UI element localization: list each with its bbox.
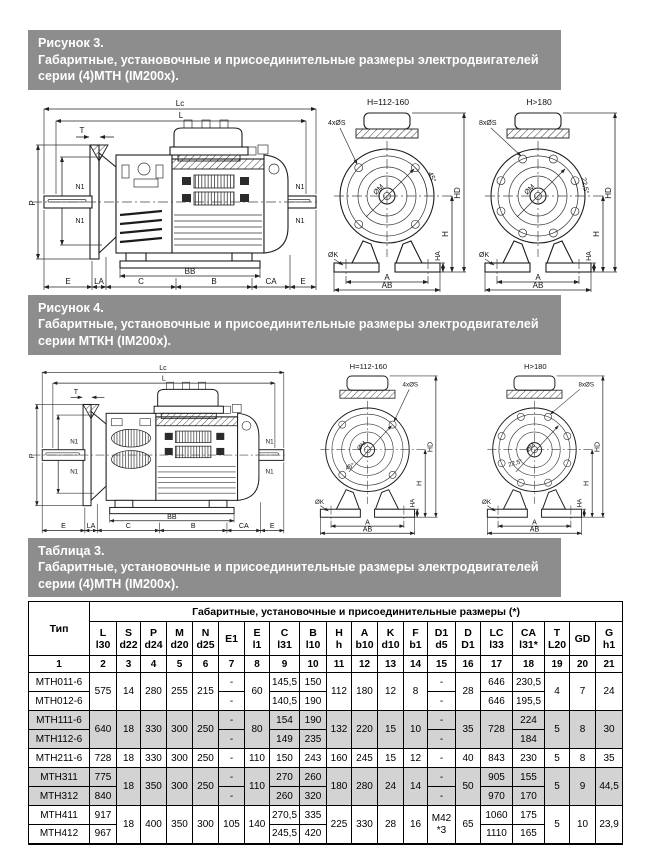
cell-LC: 1110 xyxy=(481,825,513,844)
angle-label: 45° xyxy=(426,170,437,184)
cell-LC: 646 xyxy=(481,692,513,711)
cell-B: 320 xyxy=(300,787,327,806)
cell-E1: - xyxy=(219,711,245,730)
dim-label-a: A xyxy=(532,517,537,526)
bolt-callout: 8xØS xyxy=(479,119,497,127)
dim-label-l: L xyxy=(161,374,166,383)
col-header-span: Габаритные, установочные и присоединительные размеры (*) xyxy=(90,602,623,622)
cell-S: 18 xyxy=(117,749,141,768)
cell-LC: 646 xyxy=(481,673,513,692)
figure3-caption-title: Рисунок 3. xyxy=(38,36,104,50)
col-header: F b1 xyxy=(404,622,428,656)
type-cell: МТН312 xyxy=(29,787,90,806)
figure3-caption-line2: Габаритные, установочные и присоединительные размеры электродвигателей xyxy=(38,52,539,67)
col-header: D D1 xyxy=(456,622,481,656)
dim-label-t: T xyxy=(73,387,79,396)
type-cell: МТН411 xyxy=(29,806,90,825)
dim-label-k: ØK xyxy=(314,498,324,506)
cell-S: 18 xyxy=(117,806,141,844)
table3-caption xyxy=(28,538,561,598)
col-number: 7 xyxy=(219,656,245,673)
cell-L: 728 xyxy=(90,749,117,768)
col-number: 17 xyxy=(481,656,513,673)
col-header: GD xyxy=(570,622,596,656)
cell-LC: 970 xyxy=(481,787,513,806)
col-number: 4 xyxy=(141,656,167,673)
cell-A: 330 xyxy=(352,806,378,844)
cell-F: 14 xyxy=(404,768,428,806)
cell-E: 110 xyxy=(245,749,270,768)
dim-label-ab: AB xyxy=(381,280,393,290)
col-number: 5 xyxy=(167,656,193,673)
dim-label-ha: HA xyxy=(409,498,417,507)
cell-S: 18 xyxy=(117,768,141,806)
dim-label-a: A xyxy=(364,517,370,526)
dim-label-p: P xyxy=(28,200,37,206)
motor-front-view-large xyxy=(477,95,625,292)
cell-G: 23,9 xyxy=(596,806,623,844)
cell-G: 35 xyxy=(596,749,623,768)
dim-label-n1: N1 xyxy=(265,468,274,476)
cell-D1: - xyxy=(428,730,456,749)
cell-T: 5 xyxy=(545,711,570,749)
dim-label-e: E xyxy=(300,276,306,286)
dim-label-hd: HD xyxy=(604,187,613,199)
type-cell: МТН011-6 xyxy=(29,673,90,692)
cell-G: 44,5 xyxy=(596,768,623,806)
cell-C: 270,5 xyxy=(270,806,300,825)
col-header: CA l31* xyxy=(513,622,545,656)
cell-LC: 728 xyxy=(481,711,513,749)
cell-E1: 105 xyxy=(219,806,245,844)
cell-K: 15 xyxy=(378,711,404,749)
cell-P: 330 xyxy=(141,749,167,768)
cell-N: 215 xyxy=(193,673,219,711)
cell-C: 154 xyxy=(270,711,300,730)
cell-E1: - xyxy=(219,673,245,692)
frame-caption: H=112-160 xyxy=(366,96,410,107)
col-header: T L20 xyxy=(545,622,570,656)
cell-L: 640 xyxy=(90,711,117,749)
col-number: 9 xyxy=(270,656,300,673)
cell-GD: 9 xyxy=(570,768,596,806)
col-number: 21 xyxy=(596,656,623,673)
cell-T: 4 xyxy=(545,673,570,711)
cell-CA: 175 xyxy=(513,806,545,825)
dim-label-n1: N1 xyxy=(70,468,79,476)
dim-label-h: H xyxy=(415,480,424,486)
dim-label-m: ØM xyxy=(355,439,368,452)
dim-label-n1: N1 xyxy=(265,438,274,446)
cell-P: 400 xyxy=(141,806,167,844)
cell-K: 12 xyxy=(378,673,404,711)
cell-A: 180 xyxy=(352,673,378,711)
cell-M: 300 xyxy=(167,768,193,806)
dim-label-t: T xyxy=(79,125,85,135)
cell-F: 16 xyxy=(404,806,428,844)
cell-GD: 7 xyxy=(570,673,596,711)
col-number: 6 xyxy=(193,656,219,673)
cell-N: 250 xyxy=(193,749,219,768)
col-header: D1 d5 xyxy=(428,622,456,656)
figure4-caption-line2: Габаритные, установочные и присоединительные размеры электродвигателей xyxy=(38,317,539,332)
col-header: C l31 xyxy=(270,622,300,656)
dim-label-ca: CA xyxy=(238,521,249,530)
frame-caption: H>180 xyxy=(523,361,547,371)
cell-D1: М42 *3 xyxy=(428,806,456,844)
cell-D1: - xyxy=(428,673,456,692)
angle-label: 45° xyxy=(343,461,356,472)
col-header: E l1 xyxy=(245,622,270,656)
dim-label-l: L xyxy=(178,110,184,120)
col-number: 3 xyxy=(117,656,141,673)
dim-label-hd: HD xyxy=(453,187,462,199)
cell-D: 50 xyxy=(456,768,481,806)
cell-E1: - xyxy=(219,749,245,768)
cell-H: 132 xyxy=(327,711,352,749)
col-header: H h xyxy=(327,622,352,656)
dim-label-lc: Lc xyxy=(159,363,167,372)
cell-LC: 905 xyxy=(481,768,513,787)
col-header: L l30 xyxy=(90,622,117,656)
cell-B: 190 xyxy=(300,711,327,730)
cell-C: 140,5 xyxy=(270,692,300,711)
frame-caption: H=112-160 xyxy=(349,361,387,371)
cell-E: 80 xyxy=(245,711,270,749)
dim-label-h: H xyxy=(441,230,450,237)
dim-label-b: B xyxy=(211,276,217,286)
cell-L: 575 xyxy=(90,673,117,711)
bolt-callout: 4xØS xyxy=(328,119,346,127)
col-number: 13 xyxy=(378,656,404,673)
cell-E: 110 xyxy=(245,768,270,806)
cell-F: 12 xyxy=(404,749,428,768)
angle-label: 22,5° xyxy=(507,457,524,469)
table3-caption-title: Таблица 3. xyxy=(38,543,105,558)
dim-label-ab: AB xyxy=(532,280,544,290)
col-header: LC l33 xyxy=(481,622,513,656)
cell-L: 967 xyxy=(90,825,117,844)
dim-label-a: A xyxy=(384,272,390,282)
col-number: 12 xyxy=(352,656,378,673)
cell-M: 300 xyxy=(167,749,193,768)
cell-B: 243 xyxy=(300,749,327,768)
col-number: 8 xyxy=(245,656,270,673)
cell-E: 140 xyxy=(245,806,270,844)
dim-label-k: ØK xyxy=(482,498,492,506)
cell-S: 14 xyxy=(117,673,141,711)
cell-D: 35 xyxy=(456,711,481,749)
cell-B: 150 xyxy=(300,673,327,692)
cell-C: 260 xyxy=(270,787,300,806)
cell-D1: - xyxy=(428,711,456,730)
cell-D1: - xyxy=(428,749,456,768)
col-number: 15 xyxy=(428,656,456,673)
cell-K: 24 xyxy=(378,768,404,806)
dim-label-h: H xyxy=(582,480,591,486)
dim-label-m: ØM xyxy=(372,183,386,197)
cell-T: 5 xyxy=(545,806,570,844)
dim-label-c: C xyxy=(125,521,131,530)
cell-H: 160 xyxy=(327,749,352,768)
dim-label-bb: BB xyxy=(167,512,177,521)
col-number: 19 xyxy=(545,656,570,673)
figure4-caption-line3: серии МТКН (IM200x). xyxy=(38,334,172,349)
dim-label-ha: HA xyxy=(586,250,593,261)
figure3-drawings xyxy=(28,90,625,295)
cell-B: 235 xyxy=(300,730,327,749)
cell-CA: 195,5 xyxy=(513,692,545,711)
figure4-caption xyxy=(28,295,561,355)
col-number: 18 xyxy=(513,656,545,673)
dim-label-e: E xyxy=(65,276,71,286)
cell-B: 190 xyxy=(300,692,327,711)
dim-label-n1: N1 xyxy=(75,183,85,191)
cell-M: 350 xyxy=(167,806,193,844)
cell-H: 225 xyxy=(327,806,352,844)
dim-label-la: LA xyxy=(86,521,96,530)
cell-N: 300 xyxy=(193,806,219,844)
cell-CA: 155 xyxy=(513,768,545,787)
dim-label-ab: AB xyxy=(362,525,372,534)
cell-C: 270 xyxy=(270,768,300,787)
cell-CA: 224 xyxy=(513,711,545,730)
cell-F: 8 xyxy=(404,673,428,711)
col-header: P d24 xyxy=(141,622,167,656)
col-header: G h1 xyxy=(596,622,623,656)
cell-B: 260 xyxy=(300,768,327,787)
cell-CA: 170 xyxy=(513,787,545,806)
angle-label: 22,5° xyxy=(579,176,590,195)
cell-K: 15 xyxy=(378,749,404,768)
cell-A: 245 xyxy=(352,749,378,768)
col-number: 10 xyxy=(300,656,327,673)
frame-caption: H>180 xyxy=(526,96,552,107)
cell-D1: - xyxy=(428,692,456,711)
cell-N: 250 xyxy=(193,768,219,806)
dim-label-b: B xyxy=(190,521,196,530)
dim-label-e: E xyxy=(61,521,66,530)
cell-L: 840 xyxy=(90,787,117,806)
col-header: K d10 xyxy=(378,622,404,656)
cell-D: 40 xyxy=(456,749,481,768)
col-number: 11 xyxy=(327,656,352,673)
cell-N: 250 xyxy=(193,711,219,749)
cell-CA: 230 xyxy=(513,749,545,768)
cell-A: 280 xyxy=(352,768,378,806)
col-header-type: Тип xyxy=(29,602,90,656)
dim-label-ab: AB xyxy=(529,525,540,534)
col-header: A b10 xyxy=(352,622,378,656)
cell-E1: - xyxy=(219,768,245,787)
cell-D1: - xyxy=(428,768,456,787)
col-header: M d20 xyxy=(167,622,193,656)
dim-label-p: P xyxy=(28,453,37,458)
cell-D: 65 xyxy=(456,806,481,844)
type-cell: МТН211-6 xyxy=(29,749,90,768)
cell-H: 180 xyxy=(327,768,352,806)
dim-label-n1: N1 xyxy=(70,438,79,446)
motor-front-view-large xyxy=(467,360,625,535)
cell-S: 18 xyxy=(117,711,141,749)
motor-side-view-mtkh xyxy=(28,360,290,535)
cell-L: 775 xyxy=(90,768,117,787)
type-cell: МТН112-6 xyxy=(29,730,90,749)
cell-H: 112 xyxy=(327,673,352,711)
bolt-callout: 4xØS xyxy=(402,381,418,389)
col-header: S d22 xyxy=(117,622,141,656)
dim-label-n1: N1 xyxy=(295,183,305,191)
cell-C: 145,5 xyxy=(270,673,300,692)
cell-M: 255 xyxy=(167,673,193,711)
cell-E1: - xyxy=(219,730,245,749)
figure4-drawings xyxy=(28,355,625,538)
table3-caption-line3: серии (4)МТН (IM200x). xyxy=(38,576,179,591)
dim-label-ha: HA xyxy=(435,250,442,261)
dim-label-hd: HD xyxy=(425,441,434,452)
dim-label-la: LA xyxy=(94,276,104,286)
cell-LC: 843 xyxy=(481,749,513,768)
dim-label-ha: HA xyxy=(576,498,584,507)
dim-label-ca: CA xyxy=(265,276,277,286)
dimensions-table xyxy=(28,601,623,845)
figure3-caption-line3: серии (4)МТН (IM200x). xyxy=(38,69,179,84)
bolt-callout: 8xØS xyxy=(578,381,594,389)
col-header: B l10 xyxy=(300,622,327,656)
col-header: N d25 xyxy=(193,622,219,656)
dim-label-m: ØM xyxy=(524,441,537,454)
cell-C: 149 xyxy=(270,730,300,749)
col-number: 1 xyxy=(29,656,90,673)
dim-label-e: E xyxy=(269,521,275,530)
cell-C: 245,5 xyxy=(270,825,300,844)
col-number: 16 xyxy=(456,656,481,673)
cell-D: 28 xyxy=(456,673,481,711)
dim-label-m: ØM xyxy=(523,183,537,197)
dim-label-bb: BB xyxy=(184,266,196,276)
motor-side-view-mth xyxy=(28,95,323,292)
cell-CA: 184 xyxy=(513,730,545,749)
cell-L: 917 xyxy=(90,806,117,825)
col-header: E1 xyxy=(219,622,245,656)
cell-C: 150 xyxy=(270,749,300,768)
cell-T: 5 xyxy=(545,768,570,806)
cell-B: 420 xyxy=(300,825,327,844)
col-number: 20 xyxy=(570,656,596,673)
cell-P: 350 xyxy=(141,768,167,806)
col-number: 2 xyxy=(90,656,117,673)
cell-CA: 165 xyxy=(513,825,545,844)
cell-G: 30 xyxy=(596,711,623,749)
dim-label-k: ØK xyxy=(479,251,490,259)
dim-label-k: ØK xyxy=(328,251,339,259)
cell-GD: 8 xyxy=(570,749,596,768)
cell-G: 24 xyxy=(596,673,623,711)
cell-CA: 230,5 xyxy=(513,673,545,692)
type-cell: МТН111-6 xyxy=(29,711,90,730)
cell-E: 60 xyxy=(245,673,270,711)
cell-B: 335 xyxy=(300,806,327,825)
cell-GD: 8 xyxy=(570,711,596,749)
cell-E1: - xyxy=(219,692,245,711)
cell-GD: 10 xyxy=(570,806,596,844)
type-cell: МТН012-6 xyxy=(29,692,90,711)
cell-P: 330 xyxy=(141,711,167,749)
cell-A: 220 xyxy=(352,711,378,749)
figure3-caption xyxy=(28,30,561,90)
cell-D1: - xyxy=(428,787,456,806)
cell-F: 10 xyxy=(404,711,428,749)
dim-label-lc: Lc xyxy=(175,98,185,108)
type-cell: МТН311 xyxy=(29,768,90,787)
type-cell: МТН412 xyxy=(29,825,90,844)
dim-label-c: C xyxy=(138,276,144,286)
cell-M: 300 xyxy=(167,711,193,749)
cell-T: 5 xyxy=(545,749,570,768)
cell-K: 28 xyxy=(378,806,404,844)
dim-label-h: H xyxy=(592,230,601,237)
col-number: 14 xyxy=(404,656,428,673)
dim-label-hd: HD xyxy=(593,441,602,452)
dim-label-a: A xyxy=(535,272,541,282)
dim-label-n1: N1 xyxy=(295,217,305,225)
cell-P: 280 xyxy=(141,673,167,711)
motor-front-view-small xyxy=(300,360,458,535)
table3-caption-line2: Габаритные, установочные и присоединительные размеры электродвигателей xyxy=(38,560,539,575)
motor-front-view-small xyxy=(326,95,474,292)
cell-LC: 1060 xyxy=(481,806,513,825)
dim-label-n1: N1 xyxy=(75,217,85,225)
figure4-caption-title: Рисунок 4. xyxy=(38,300,104,315)
cell-E1: - xyxy=(219,787,245,806)
